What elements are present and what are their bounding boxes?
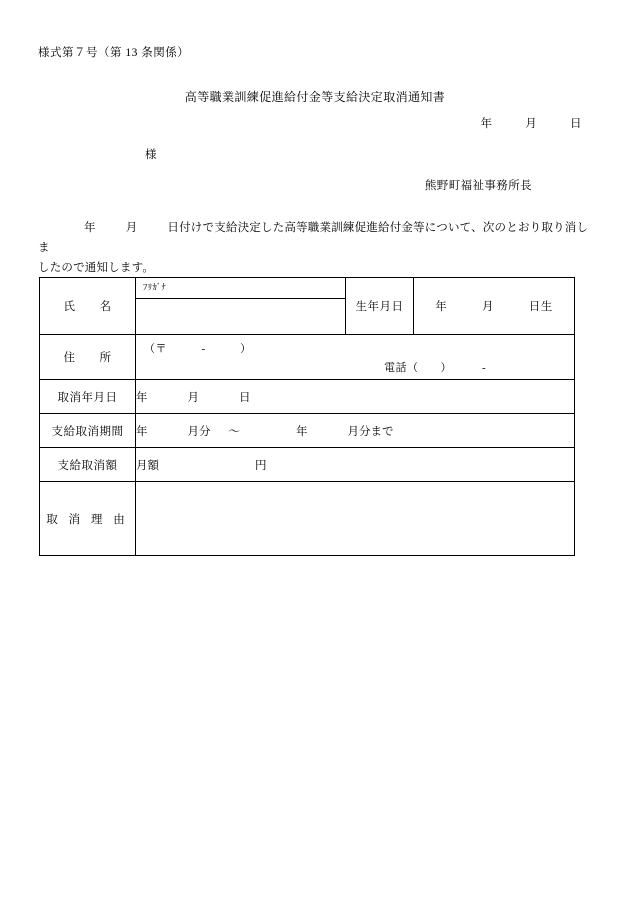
field-cancel-period[interactable] (136, 414, 575, 448)
issue-date-line (481, 115, 583, 131)
amount-unit: 円 (255, 459, 267, 472)
body-paragraph (38, 218, 592, 278)
body-decision-year: 年 (84, 222, 96, 234)
label-cancel-date: 取消年月日 (40, 380, 136, 414)
tel-label: 電話（ (384, 362, 419, 374)
dob-day: 日生 (528, 301, 553, 313)
dob-year: 年 (435, 301, 448, 313)
field-cancel-reason[interactable] (136, 482, 575, 556)
cancel-date-month: 月 (187, 391, 199, 404)
label-name: 氏 名 (40, 278, 136, 335)
addressee-suffix: 様 (145, 149, 157, 161)
amount-monthly-label: 月額 (136, 459, 159, 472)
issue-date-day: 日 (570, 118, 582, 130)
issue-date-month: 月 (525, 118, 538, 130)
table-row-cancel-date (40, 380, 575, 414)
cancel-date-year: 年 (136, 391, 148, 404)
period-tilde: ～ (228, 425, 240, 438)
furigana-label: ﾌﾘｶﾞﾅ (143, 282, 167, 292)
address-telephone (384, 359, 486, 375)
field-cancel-amount[interactable] (136, 448, 575, 482)
table-row-cancel-period (40, 414, 575, 448)
page-title: 高等職業訓練促進給付金等支給決定取消通知書 (184, 90, 446, 104)
label-cancel-period: 支給取消期間 (40, 414, 136, 448)
form-code: 様式第７号（第 13 条関係） (38, 47, 190, 59)
table-row-cancel-amount (40, 448, 575, 482)
table-row-reason (40, 482, 575, 556)
label-address: 住 所 (40, 335, 136, 380)
issue-date-year: 年 (480, 118, 493, 130)
period-from-month: 月分 (187, 425, 211, 438)
tel-dash: - (482, 362, 487, 374)
address-postal-code: （〒 - ） (144, 343, 252, 355)
tel-close: ） (440, 362, 452, 374)
body-sentence-2: したので通知します。 (38, 262, 155, 275)
notice-table (39, 277, 575, 556)
label-cancel-reason: 取 消 理 由 (40, 482, 136, 556)
dob-month: 月 (482, 301, 494, 313)
table-row-name (40, 278, 575, 335)
period-to-year: 年 (296, 425, 308, 438)
period-to-month: 月分まで (347, 425, 394, 438)
table-row-address (40, 335, 575, 380)
field-cancel-date[interactable] (136, 380, 575, 414)
cancel-date-day: 日 (239, 391, 251, 404)
period-from-year: 年 (136, 425, 148, 438)
field-date-of-birth[interactable] (414, 278, 575, 335)
label-cancel-amount: 支給取消額 (40, 448, 136, 482)
field-name-value[interactable] (136, 278, 346, 335)
body-sentence: 日付けで支給決定した高等職業訓練促進給付金等について、次のとおり取り消しま (38, 222, 589, 255)
field-address[interactable] (136, 335, 575, 380)
body-decision-month: 月 (125, 222, 138, 234)
divider (136, 298, 345, 299)
label-date-of-birth: 生年月日 (346, 278, 414, 335)
issuer-name: 熊野町福祉事務所長 (424, 180, 532, 192)
